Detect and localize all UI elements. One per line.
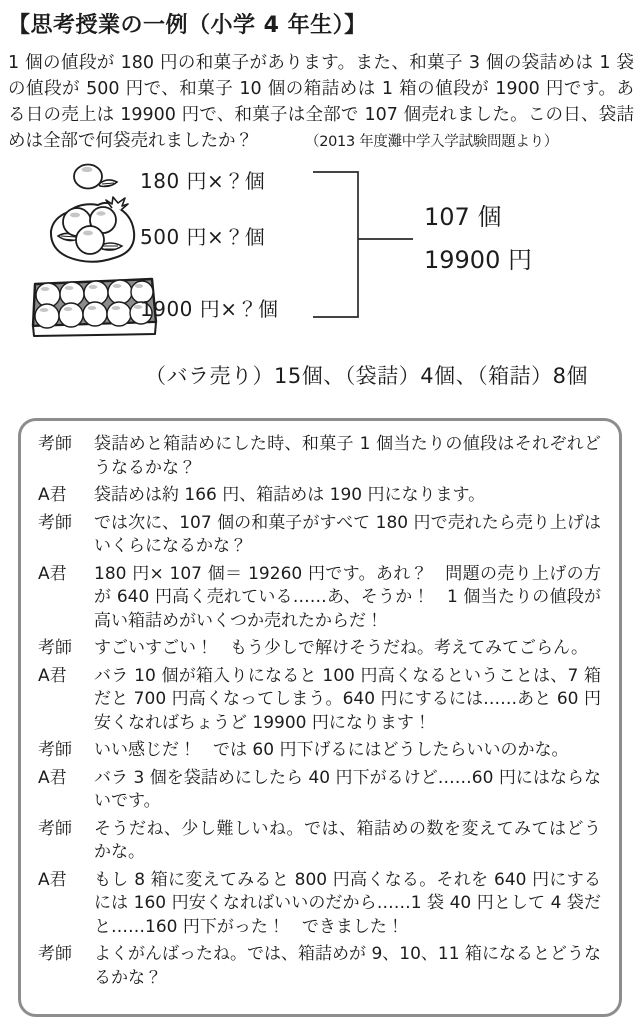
dialogue-text: 袋詰めは約 166 円、箱詰めは 190 円になります。 [94, 485, 486, 505]
dialogue-speaker: A君 [38, 665, 67, 686]
dialogue-row [38, 563, 601, 634]
dialogue-row [38, 869, 601, 940]
dialogue-speaker: 考師 [38, 434, 72, 454]
total-sales: 19900 円 [424, 246, 532, 274]
dialogue-speaker: A君 [38, 485, 67, 505]
dialogue-text: そうだね、少し難しいね。では、箱詰めの数を変えてみてはどうかな。 [94, 818, 601, 862]
page-title: 【思考授業の一例（小学 4 年生）】 [8, 13, 367, 38]
bracket-icon [0, 160, 640, 342]
dialogue-row [38, 512, 601, 559]
dialogue-speaker: 考師 [38, 512, 72, 533]
dialogue-speaker: 考師 [38, 818, 72, 839]
total-count: 107 個 [424, 203, 502, 231]
dialogue-text: いい感じだ！ では 60 円下げるにはどうしたらいいのかな。 [94, 740, 569, 760]
dialogue-row [38, 739, 601, 763]
problem-source: （2013 年度灘中学入学試験問題より） [305, 134, 559, 150]
diagram-label-bags: 500 円×？個 [140, 225, 266, 249]
dialogue-row [38, 818, 601, 865]
price-diagram [0, 160, 640, 342]
dialogue-speaker: A君 [38, 869, 67, 890]
dialogue-speaker: 考師 [38, 638, 72, 658]
dialogue-row [38, 433, 601, 480]
diagram-label-singles: 180 円×？個 [140, 169, 266, 193]
dialogue-text: バラ 3 個を袋詰めにしたら 40 円下がるけど……60 円にはならないです。 [94, 767, 601, 811]
dialogue-row [38, 767, 601, 814]
dialogue-text: バラ 10 個が箱入りになると 100 円高くなるということは、7 箱だと 700 円高くなってしまう。640 円にするには……あと 60 円安くなればちょうど 19900 円になります！ [94, 665, 601, 733]
diagram-label-boxes: 1900 円×？個 [140, 297, 279, 321]
problem-text: 1 個の値段が 180 円の和菓子があります。また、和菓子 3 個の袋詰めは 1 袋の値段が 500 円で、和菓子 10 個の箱詰めは 1 箱の値段が 1900 円です。ある日の売上は 19900 円で、和菓子は全部で 107 個売れました。この日、袋詰めは全部で何袋売れましたか？ [8, 53, 634, 151]
answer-line: （バラ売り）15個、（袋詰）4個、（箱詰）8個 [145, 364, 588, 388]
dialogue-text: 180 円× 107 個＝ 19260 円です。あれ？ 問題の売り上げの方が 640 円高く売れている……あ、そうか！ 1 個当たりの値段が高い箱詰めがいくつか売れたからだ！ [94, 563, 601, 631]
dialogue-row [38, 484, 601, 508]
dialogue-box [18, 418, 622, 1017]
dialogue-text: 袋詰めと箱詰めにした時、和菓子 1 個当たりの値段はそれぞれどうなるかな？ [94, 434, 601, 478]
dialogue-row [38, 665, 601, 736]
dialogue-text: もし 8 箱に変えてみると 800 円高くなる。それを 640 円にするには 160 円安くなればいいのだから……1 袋 40 円として 4 袋だと……160 円下がった！ できました！ [94, 869, 601, 937]
problem-statement [8, 50, 634, 155]
dialogue-speaker: 考師 [38, 740, 72, 760]
dialogue-speaker: 考師 [38, 944, 72, 964]
dialogue-row [38, 637, 601, 661]
dialogue-text: よくがんばったね。では、箱詰めが 9、10、11 箱になるとどうなるかな？ [94, 944, 601, 988]
dialogue-speaker: A君 [38, 767, 67, 788]
dialogue-speaker: A君 [38, 563, 67, 584]
dialogue-row [38, 943, 601, 990]
diagram-totals [424, 196, 532, 282]
dialogue-text: すごいすごい！ もう少しで解けそうだね。考えてみてごらん。 [94, 638, 589, 658]
dialogue-text: では次に、107 個の和菓子がすべて 180 円で売れたら売り上げはいくらになるかな？ [94, 512, 601, 556]
